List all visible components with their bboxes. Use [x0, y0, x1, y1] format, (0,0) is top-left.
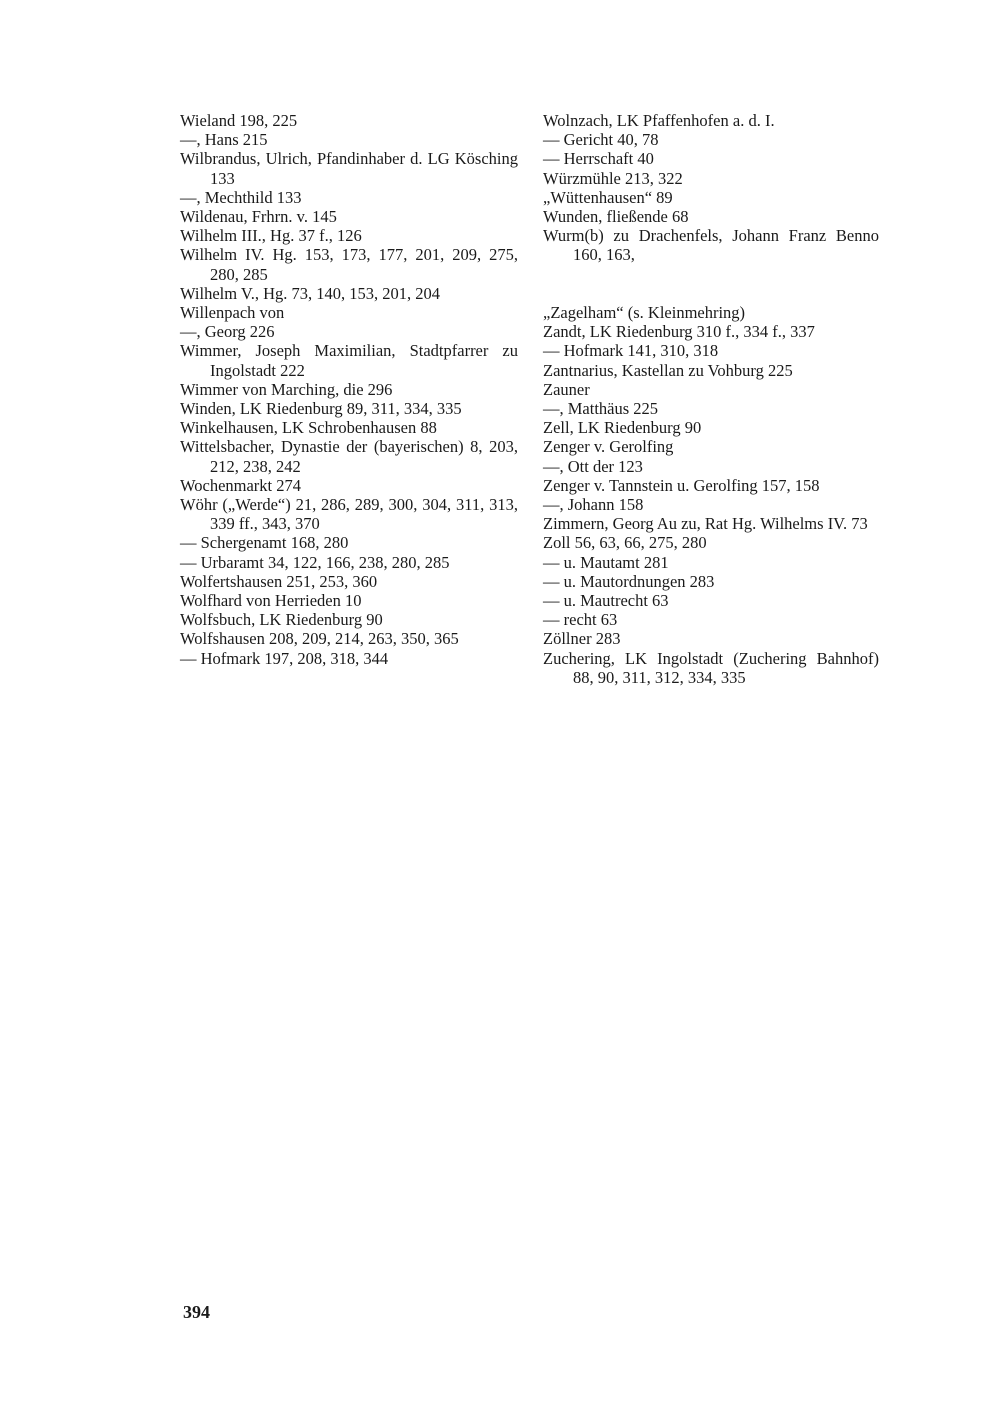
index-entry: Zauner — [543, 379, 590, 399]
index-entry: Winkelhausen, LK Schrobenhausen 88 — [180, 418, 437, 438]
index-entry: Wilbrandus, Ulrich, Pfandinhaber d. LG Kösching 133 — [180, 149, 518, 188]
index-entry: — Gericht 40, 78 — [543, 130, 659, 150]
index-entry: —, Ott der 123 — [543, 456, 643, 476]
index-entry: Zöllner 283 — [543, 629, 621, 649]
index-entry: — u. Mautamt 281 — [543, 552, 669, 572]
index-entry: Zell, LK Riedenburg 90 — [543, 418, 702, 438]
index-entry: Wilhelm IV. Hg. 153, 173, 177, 201, 209, 275, 280, 285 — [180, 245, 518, 284]
index-entry: Wilhelm III., Hg. 37 f., 126 — [180, 226, 362, 246]
page-number: 394 — [183, 1302, 210, 1322]
index-entry: Wochenmarkt 274 — [180, 475, 302, 495]
index-entry: Wimmer, Joseph Maximilian, Stadtpfarrer zu Ingolstadt 222 — [180, 341, 518, 380]
index-entry: „Zagelham“ (s. Kleinmehring) — [543, 303, 746, 323]
index-entry: Zandt, LK Riedenburg 310 f., 334 f., 337 — [543, 322, 815, 342]
index-entry: Wittelsbacher, Dynastie der (bayerischen) 8, 203, 212, 238, 242 — [180, 437, 518, 476]
index-column-right — [543, 111, 879, 687]
index-entry: Wolnzach, LK Pfaffenhofen a. d. I. — [543, 111, 775, 130]
index-entry: Wöhr („Werde“) 21, 286, 289, 300, 304, 311, 313, 339 ff., 343, 370 — [180, 495, 518, 534]
index-entry: „Wüttenhausen“ 89 — [543, 187, 673, 207]
index-entry: Wolfertshausen 251, 253, 360 — [180, 571, 378, 591]
index-entry: — Hofmark 141, 310, 318 — [543, 341, 719, 361]
index-entry: — u. Mautrecht 63 — [543, 591, 669, 611]
index-entry: Zenger v. Tannstein u. Gerolfing 157, 158 — [543, 475, 820, 495]
index-entry: Willenpach von — [180, 303, 285, 323]
index-entry: Zoll 56, 63, 66, 275, 280 — [543, 533, 707, 553]
index-entry: Wunden, fließende 68 — [543, 207, 689, 227]
index-entry: Wieland 198, 225 — [180, 111, 298, 130]
index-entry: — u. Mautordnungen 283 — [543, 571, 715, 591]
index-entry: —, Georg 226 — [180, 322, 275, 342]
index-entry: Zantnarius, Kastellan zu Vohburg 225 — [543, 360, 793, 380]
index-entry: Wolfhard von Herrieden 10 — [180, 591, 362, 611]
index-entry: Wurm(b) zu Drachenfels, Johann Franz Benno 160, 163, — [543, 226, 879, 265]
index-entry: Würzmühle 213, 322 — [543, 168, 683, 188]
index-entry: — Hofmark 197, 208, 318, 344 — [180, 648, 389, 668]
index-entry: Zenger v. Gerolfing — [543, 437, 674, 457]
index-column-left — [180, 111, 518, 668]
index-entry: Wilhelm V., Hg. 73, 140, 153, 201, 204 — [180, 283, 440, 303]
index-entry: —, Mechthild 133 — [180, 187, 302, 207]
index-entry: —, Hans 215 — [180, 130, 268, 150]
index-entry: — Herrschaft 40 — [543, 149, 654, 169]
letter-group-gap — [543, 265, 879, 303]
index-entry: Zuchering, LK Ingolstadt (Zuchering Bahnhof) 88, 90, 311, 312, 334, 335 — [543, 648, 879, 687]
index-entry: Zimmern, Georg Au zu, Rat Hg. Wilhelms IV. 73 — [543, 514, 868, 534]
index-entry: Winden, LK Riedenburg 89, 311, 334, 335 — [180, 399, 462, 419]
index-entry: Wolfsbuch, LK Riedenburg 90 — [180, 610, 383, 630]
index-entry: Wildenau, Frhrn. v. 145 — [180, 207, 337, 227]
index-entry: — recht 63 — [543, 610, 618, 630]
index-entry: Wimmer von Marching, die 296 — [180, 379, 393, 399]
index-entry: Wolfshausen 208, 209, 214, 263, 350, 365 — [180, 629, 459, 649]
index-entry: — Schergenamt 168, 280 — [180, 533, 349, 553]
index-entry: —, Johann 158 — [543, 495, 644, 515]
index-entry: — Urbaramt 34, 122, 166, 238, 280, 285 — [180, 552, 450, 572]
index-entry: —, Matthäus 225 — [543, 399, 659, 419]
